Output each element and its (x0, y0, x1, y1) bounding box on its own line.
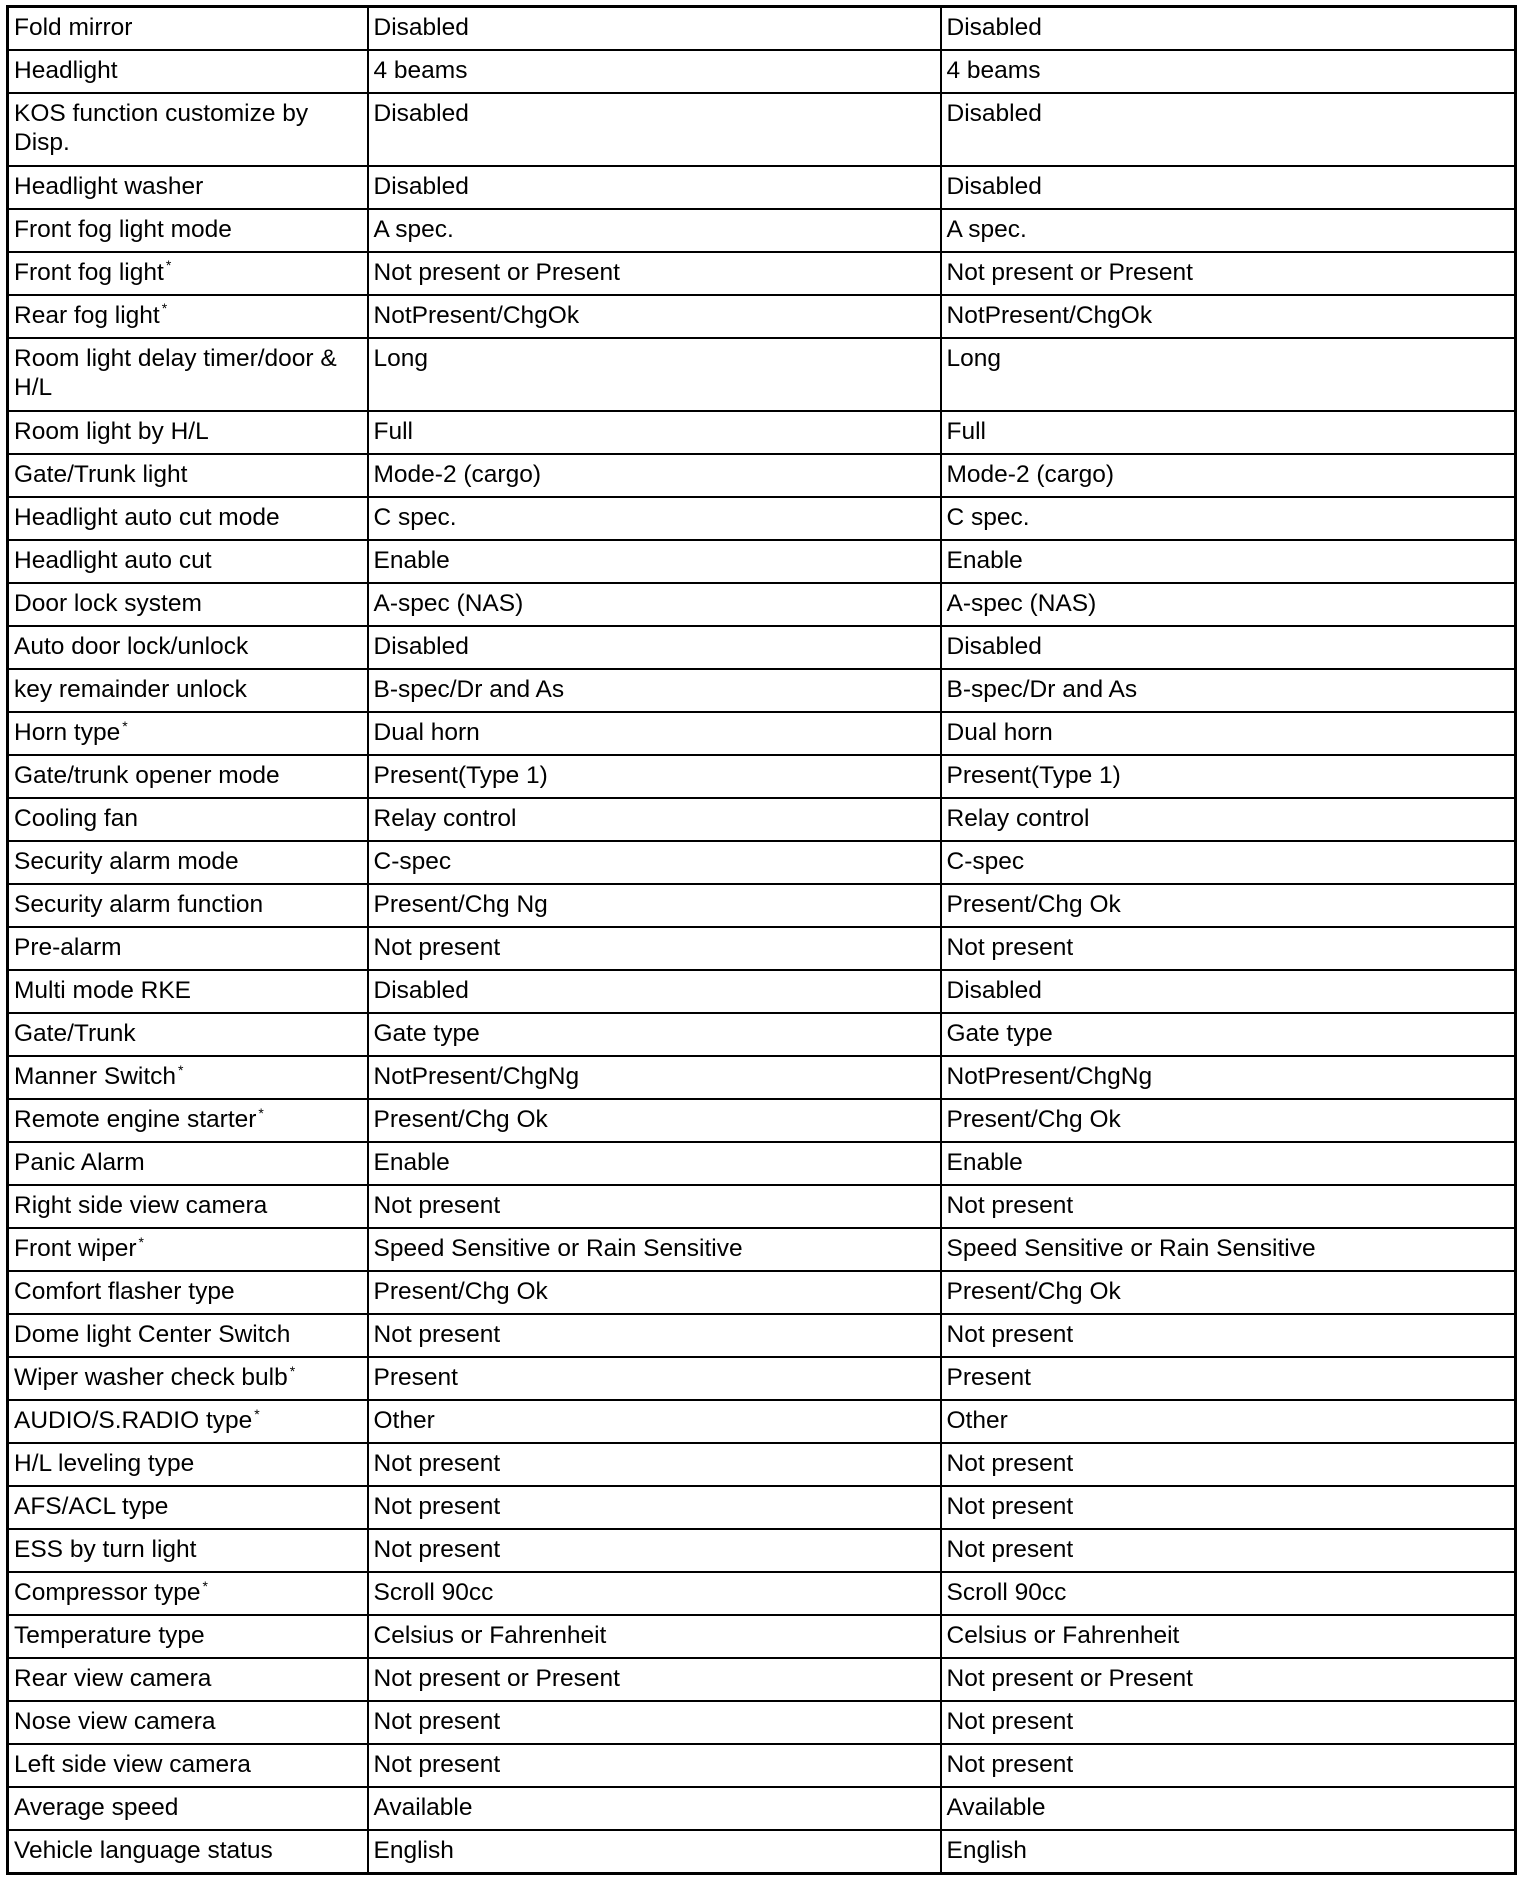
value-b-cell: Not present (941, 927, 1516, 970)
table-row (8, 927, 1516, 970)
item-label: Dome light Center Switch (14, 1321, 291, 1349)
item-label: Comfort flasher type (14, 1278, 235, 1306)
table-row (8, 1787, 1516, 1830)
item-cell (8, 1099, 368, 1142)
value-a-cell: Not present (368, 1744, 941, 1787)
item-label: Temperature type (14, 1622, 205, 1650)
item-cell (8, 1744, 368, 1787)
item-cell (8, 583, 368, 626)
item-cell (8, 1830, 368, 1873)
value-b-cell: Not present (941, 1314, 1516, 1357)
item-cell (8, 1228, 368, 1271)
value-b-cell: Enable (941, 1142, 1516, 1185)
item-cell (8, 970, 368, 1013)
item-cell (8, 1357, 368, 1400)
value-a-cell: Mode-2 (cargo) (368, 454, 941, 497)
table-row (8, 1744, 1516, 1787)
item-label: Remote engine starter (14, 1105, 257, 1133)
value-a-cell: Gate type (368, 1013, 941, 1056)
item-label: Pre-alarm (14, 933, 122, 961)
table-row (8, 252, 1516, 295)
table-row (8, 798, 1516, 841)
value-b-cell: Not present (941, 1486, 1516, 1529)
table-row (8, 1185, 1516, 1228)
value-a-cell: Disabled (368, 970, 941, 1013)
item-cell (8, 1787, 368, 1830)
item-cell (8, 93, 368, 166)
table-row (8, 884, 1516, 927)
item-cell (8, 1271, 368, 1314)
value-a-cell: Available (368, 1787, 941, 1830)
value-a-cell: Full (368, 411, 941, 454)
value-b-cell: Present/Chg Ok (941, 884, 1516, 927)
item-label: Front fog light mode (14, 215, 232, 243)
item-cell (8, 712, 368, 755)
table-row (8, 1400, 1516, 1443)
footnote-marker: * (289, 1362, 296, 1379)
spec-table-body (8, 7, 1516, 1874)
value-a-cell: Enable (368, 1142, 941, 1185)
value-b-cell: Enable (941, 540, 1516, 583)
table-row (8, 970, 1516, 1013)
value-b-cell: Disabled (941, 970, 1516, 1013)
table-row (8, 1271, 1516, 1314)
table-row (8, 1658, 1516, 1701)
value-b-cell: Present/Chg Ok (941, 1271, 1516, 1314)
table-row (8, 1314, 1516, 1357)
item-cell (8, 497, 368, 540)
value-a-cell: Enable (368, 540, 941, 583)
item-cell (8, 1443, 368, 1486)
footnote-marker: * (254, 1405, 260, 1422)
item-label: Headlight auto cut (14, 546, 212, 574)
item-label: Auto door lock/unlock (14, 632, 249, 660)
value-b-cell: Not present (941, 1529, 1516, 1572)
table-row (8, 295, 1516, 338)
table-row (8, 1615, 1516, 1658)
value-a-cell: A spec. (368, 209, 941, 252)
value-a-cell: Speed Sensitive or Rain Sensitive (368, 1228, 941, 1271)
value-b-cell: Other (941, 1400, 1516, 1443)
item-label: Wiper washer check bulb (14, 1364, 288, 1392)
item-label: Fold mirror (14, 14, 133, 41)
value-b-cell: Present/Chg Ok (941, 1099, 1516, 1142)
item-cell (8, 1572, 368, 1615)
footnote-marker: * (138, 1233, 144, 1250)
value-a-cell: Not present (368, 1185, 941, 1228)
value-b-cell: Not present (941, 1744, 1516, 1787)
item-cell (8, 1529, 368, 1572)
value-a-cell: Present (368, 1357, 941, 1400)
footnote-marker: * (178, 1061, 184, 1078)
table-row (8, 166, 1516, 209)
value-a-cell: Not present or Present (368, 252, 941, 295)
table-row (8, 583, 1516, 626)
value-b-cell: Relay control (941, 798, 1516, 841)
table-row (8, 1701, 1516, 1744)
value-a-cell: 4 beams (368, 50, 941, 93)
value-b-cell: Scroll 90cc (941, 1572, 1516, 1615)
item-cell (8, 669, 368, 712)
value-a-cell: Present/Chg Ng (368, 884, 941, 927)
item-cell (8, 252, 368, 295)
table-row (8, 1486, 1516, 1529)
item-label: Gate/trunk opener mode (14, 761, 280, 789)
table-row (8, 1443, 1516, 1486)
value-b-cell: English (941, 1830, 1516, 1873)
item-cell (8, 540, 368, 583)
item-cell (8, 798, 368, 841)
value-a-cell: Not present (368, 927, 941, 970)
table-row (8, 93, 1516, 166)
item-label: Compressor type (14, 1579, 201, 1607)
value-b-cell: Not present (941, 1701, 1516, 1744)
value-a-cell: Not present or Present (368, 1658, 941, 1701)
value-a-cell: A-spec (NAS) (368, 583, 941, 626)
item-cell (8, 1314, 368, 1357)
value-b-cell: Present(Type 1) (941, 755, 1516, 798)
spec-table (6, 5, 1517, 1875)
value-b-cell: B-spec/Dr and As (941, 669, 1516, 712)
value-b-cell: Not present (941, 1443, 1516, 1486)
item-label: KOS function customize by Disp. (14, 99, 309, 156)
item-label: Front wiper (14, 1235, 137, 1263)
value-a-cell: Disabled (368, 93, 941, 166)
item-label: Manner Switch (14, 1062, 177, 1090)
footnote-marker: * (165, 257, 172, 274)
item-label: Gate/Trunk light (14, 460, 188, 488)
footnote-marker: * (122, 717, 128, 734)
value-b-cell: Dual horn (941, 712, 1516, 755)
value-b-cell: NotPresent/ChgOk (941, 295, 1516, 338)
item-cell (8, 1658, 368, 1701)
value-b-cell: Disabled (941, 166, 1516, 209)
item-cell (8, 1486, 368, 1529)
item-cell (8, 1142, 368, 1185)
table-row (8, 1572, 1516, 1615)
table-row (8, 1142, 1516, 1185)
item-label: AFS/ACL type (14, 1493, 169, 1521)
value-b-cell: NotPresent/ChgNg (941, 1056, 1516, 1099)
value-a-cell: Disabled (368, 166, 941, 209)
value-b-cell: Celsius or Fahrenheit (941, 1615, 1516, 1658)
item-label: Right side view camera (14, 1192, 268, 1219)
value-a-cell: Disabled (368, 626, 941, 669)
item-label: Average speed (14, 1794, 179, 1822)
value-b-cell: A-spec (NAS) (941, 583, 1516, 626)
item-cell (8, 454, 368, 497)
value-a-cell: B-spec/Dr and As (368, 669, 941, 712)
table-row (8, 712, 1516, 755)
value-a-cell: Not present (368, 1701, 941, 1744)
item-label: Panic Alarm (14, 1148, 145, 1176)
item-label: Rear view camera (14, 1665, 212, 1693)
table-row (8, 1056, 1516, 1099)
item-cell (8, 7, 368, 50)
value-b-cell: Speed Sensitive or Rain Sensitive (941, 1228, 1516, 1271)
value-a-cell: Celsius or Fahrenheit (368, 1615, 941, 1658)
value-b-cell: Mode-2 (cargo) (941, 454, 1516, 497)
value-a-cell: Not present (368, 1529, 941, 1572)
value-a-cell: Long (368, 338, 941, 411)
value-b-cell: Present (941, 1357, 1516, 1400)
footnote-marker: * (258, 1104, 264, 1121)
value-b-cell: Not present (941, 1185, 1516, 1228)
value-a-cell: Not present (368, 1314, 941, 1357)
item-cell (8, 1400, 368, 1443)
value-a-cell: Dual horn (368, 712, 941, 755)
table-row (8, 1830, 1516, 1873)
item-cell (8, 411, 368, 454)
table-row (8, 209, 1516, 252)
value-a-cell: Relay control (368, 798, 941, 841)
item-label: Horn type (14, 718, 121, 746)
item-label: Rear fog light (14, 301, 160, 329)
value-b-cell: A spec. (941, 209, 1516, 252)
table-row (8, 50, 1516, 93)
value-b-cell: Disabled (941, 93, 1516, 166)
item-label: Security alarm function (14, 890, 264, 918)
table-row (8, 669, 1516, 712)
item-label: Front fog light (14, 258, 164, 286)
item-cell (8, 755, 368, 798)
value-b-cell: Disabled (941, 626, 1516, 669)
value-a-cell: Present(Type 1) (368, 755, 941, 798)
table-row (8, 497, 1516, 540)
item-cell (8, 884, 368, 927)
item-cell (8, 295, 368, 338)
item-label: Gate/Trunk (14, 1019, 136, 1047)
table-row (8, 7, 1516, 50)
item-label: Headlight washer (14, 172, 204, 200)
item-cell (8, 1701, 368, 1744)
item-label: Headlight auto cut mode (14, 503, 280, 531)
item-label: Multi mode RKE (14, 976, 192, 1004)
table-row (8, 1228, 1516, 1271)
item-label: Door lock system (14, 589, 202, 617)
item-label: AUDIO/S.RADIO type (14, 1407, 253, 1435)
item-label: Security alarm mode (14, 847, 239, 875)
item-label: Room light by H/L (14, 417, 209, 445)
value-a-cell: Not present (368, 1486, 941, 1529)
value-b-cell: Available (941, 1787, 1516, 1830)
table-row (8, 626, 1516, 669)
item-cell (8, 1615, 368, 1658)
value-b-cell: Disabled (941, 7, 1516, 50)
value-b-cell: C spec. (941, 497, 1516, 540)
item-cell (8, 927, 368, 970)
value-a-cell: Not present (368, 1443, 941, 1486)
item-label: Cooling fan (14, 804, 138, 832)
value-a-cell: C spec. (368, 497, 941, 540)
table-row (8, 1529, 1516, 1572)
value-b-cell: Gate type (941, 1013, 1516, 1056)
table-row (8, 755, 1516, 798)
footnote-marker: * (161, 300, 168, 317)
table-row (8, 1357, 1516, 1400)
item-label: H/L leveling type (14, 1450, 195, 1478)
value-a-cell: NotPresent/ChgNg (368, 1056, 941, 1099)
value-b-cell: Not present or Present (941, 252, 1516, 295)
item-cell (8, 50, 368, 93)
item-cell (8, 626, 368, 669)
table-row (8, 841, 1516, 884)
value-a-cell: Other (368, 1400, 941, 1443)
value-a-cell: C-spec (368, 841, 941, 884)
value-b-cell: C-spec (941, 841, 1516, 884)
value-a-cell: Present/Chg Ok (368, 1271, 941, 1314)
item-cell (8, 1056, 368, 1099)
value-a-cell: Disabled (368, 7, 941, 50)
table-row (8, 540, 1516, 583)
value-b-cell: 4 beams (941, 50, 1516, 93)
item-label: ESS by turn light (14, 1536, 197, 1564)
item-label: Room light delay timer/door & H/L (14, 344, 337, 401)
value-b-cell: Long (941, 338, 1516, 411)
table-row (8, 454, 1516, 497)
table-row (8, 1099, 1516, 1142)
item-label: key remainder unlock (14, 675, 247, 703)
value-b-cell: Full (941, 411, 1516, 454)
item-cell (8, 1185, 368, 1228)
item-label: Vehicle language status (14, 1837, 273, 1865)
item-label: Nose view camera (14, 1708, 216, 1736)
value-a-cell: Scroll 90cc (368, 1572, 941, 1615)
item-label: Headlight (14, 56, 118, 84)
item-cell (8, 841, 368, 884)
value-a-cell: English (368, 1830, 941, 1873)
item-cell (8, 166, 368, 209)
value-b-cell: Not present or Present (941, 1658, 1516, 1701)
item-cell (8, 1013, 368, 1056)
value-a-cell: NotPresent/ChgOk (368, 295, 941, 338)
table-row (8, 411, 1516, 454)
footnote-marker: * (202, 1577, 208, 1594)
table-row (8, 1013, 1516, 1056)
item-cell (8, 209, 368, 252)
item-label: Left side view camera (14, 1751, 251, 1779)
item-cell (8, 338, 368, 411)
value-a-cell: Present/Chg Ok (368, 1099, 941, 1142)
table-row (8, 338, 1516, 411)
